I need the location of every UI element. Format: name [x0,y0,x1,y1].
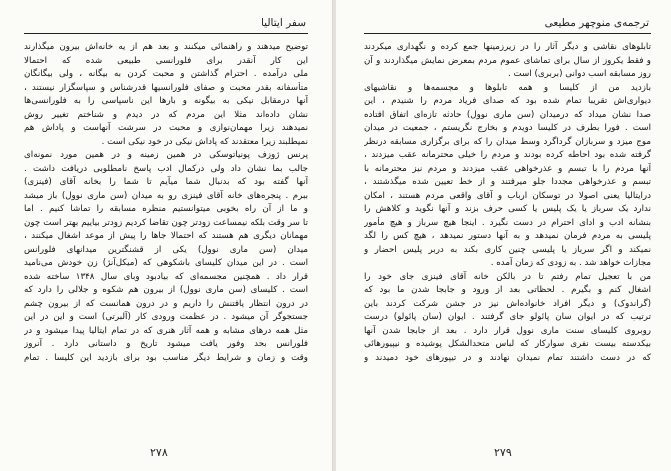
right-page [336,0,671,471]
text-line: میدان (سن ماری نوول) یکی از قشنگترین میدانهای فلورانس [24,244,308,255]
left-body-text [24,41,308,365]
text-line: جستجوگر آن میشود . در عظمت ورودی کار (آلبرتی) است و این در این [24,312,308,322]
text-line: پلیسی به مردم فرمان نمیدهد و به آنها دستور نمیدهد ، هیچ کس را لگد [364,231,651,241]
text-line: ترتیب که در ایوان سان پائولو جای گرفتند . ایوان (سان پائولو) درست [364,312,651,322]
right-running-header: ترجمه‌ی منوچهر مطیعی [544,17,649,29]
text-line: بنشانه ادب و ادای احترام در دست نگیرد . اینجا هیچ سرباز و هیچ مأمور [364,217,651,228]
text-line: است . کلیسای (سن ماری نوول) از بیرون هم شکوه و جلالی را دارد که [24,285,308,295]
text-line: فلورانس بحد وفور یافت میشود تاریخ و داستانی دارد . آنروز [24,339,308,349]
text-line: آنها درمقابل نیکی به بیگونه و بارها این ناسپاسی را به فلورانسی‌ها [24,96,308,106]
text-line: آنها گفته بود که بدنبال شما میآیم تا شما را بخانه آقای (فینزی) [24,177,308,187]
right-header-rule [364,33,651,34]
text-line: این کار آنقدر برای فلورانسی طبیعی شده که احتمالا [24,55,308,66]
text-line: و فقط یکروز از سال برای تماشای عموم مردم بمعرض نمایش میگذاردند و آن [364,55,651,66]
text-line: متأسفانه بقدر محبت و صفای فلورانسیها قدرشناس و سپاسگزار نیستند ، [24,82,308,93]
text-line: پرنس ژوزف پونیاتوسکی در همین زمینه و در همین مورد نمونه‌ای [24,150,308,160]
text-line: نمیکند و اگر سرباز یا پلیسی چنین کاری بکند به دربر پلیس احضار و [364,244,651,255]
text-line: نشان داده‌اند مثلا این مردم که در دیدم و شناختم تغییر روش [24,109,308,120]
text-line: (گراندوک) و دیگر افراد خانواده‌اش نیز در جشن شرکت کردند باین [364,298,651,309]
text-line: درایتالیا یعنی اصولا در توسکان ارباب و آقای واقعی مردم هستند ، امکان [364,190,651,201]
text-line: من با تعجیل تمام رفتم تا در بالکن خانه آقای فینزی جای خود را [364,271,651,282]
text-line: روبروی کلیسای سنت ماری نوول قرار دارد . بعد از جابجا شدن آنها [364,325,651,336]
left-header-rule [24,33,308,34]
text-line: تابلوهای نقاشی و دیگر آثار را در زیرزمینها جمع کرده و نگهداری میکردند [364,42,651,52]
text-line: آنها مردم را با تبسم و عذرخواهی عقب میزدند و مردم نیز محترمانه با [364,163,651,174]
text-line: است . فورا بطرف در کلیسا دویدم و بخارج نگریستم ، جمعیت در میدان [364,123,651,133]
text-line: نمیطلبند زیرا معتقدند که پاداش نیکی در خود نیکی است . [101,136,308,147]
text-line: توضیح میدهند و راهنمائی میکنند و بعد هم از یه خانه‌اش بیرون میگذارند [24,42,308,52]
text-line: دیواری‌اش تقریبا تمام شده بود که صدای فریاد مردم را شنیدم ، این [364,96,651,106]
text-line: ندارد یک سرباز یا یک پلیس یا کسی حرف بزند و آنها نگوید و کلاهش را [364,204,651,214]
text-line: نمیدهند زیرا مهمان‌نوازی و محبت در سرشت آنهاست و پاداش هم [24,123,308,133]
right-page-number: ۲۷۹ [494,446,512,459]
text-line: قرار داد . همچنین مجسمه‌ای که بیادبود وبای سال ۱۳۴۸ ساخته شده [24,271,308,282]
text-line: که در دست داشتند تمام نمیدان نهادند و در تیپورهای خود دمیدند و [364,352,651,363]
left-page-number: ۲۷۸ [150,446,168,459]
text-line: بیکدسته بیست نفری سوارکار که لباس متحدالشکل پوشیده و نیپیورهائی [364,339,651,349]
text-line: مهمانان دیگری هم هستند که احتمالا جاها را پیش از موعد اشغال میکنند ، [24,231,308,241]
text-line: مجازات خواهد شد . به زودی که زمان آمده . [490,258,651,268]
text-line: روز مسابقه اسب دوانی (بربری) است . [507,69,651,79]
text-line: و ما از آن راه بخوبی میتوانستیم منظره مسابقه را تماشا کنیم . اما [24,204,308,214]
text-line: در درون انتظار یافتنش را داریم و در درون همانست که از بیرون چشم [24,298,308,309]
text-line: صدا نشان میداد که درمیدان (سن ماری نوول) حادثه تازه‌ای اتفاق افتاده [364,109,651,120]
text-line: ملی درآمده . احترام گذاشتن و محبت کردن به بیگانه ، ولی بیگانگان [24,69,308,79]
text-line: جالب بما نشان داد ولی درکمال ادب پاسخ نامطلوبی دریافت داشت . [24,163,308,174]
text-line: تا سر وقت بلکه نیمساعت زودتر چون تقاضا کردیم زودتر بیاییم بهتر است چون [24,217,308,228]
left-page [0,0,333,471]
text-line: ببرم . پنجره‌های خانه آقای فینزی رو به میدان (سن ماری نوول) باز میشد [24,190,308,201]
text-line: وقت و زمان و شرایط دیگر مناسب بود برای بازدید این کلیسا . تمام [24,352,308,363]
text-line: بازدید من از کلیسا و همه تابلوها و مجسمه‌ها و نقاشیهای [364,82,651,93]
right-body-text [364,41,651,365]
text-line: تبسم و عذرخواهی مجددا جلو میرفتند و از خط تعیین شده میگذشتند ، [364,177,651,187]
text-line: مثل همه درهای مشابه و همه آثار هنری که در تمام ایتالیا پیدا میشود و در [24,325,308,336]
text-line: موج میزد و سربازان گرداگرد وسط میدان را که برای برگزاری مسابقه درنظر [364,136,651,147]
left-running-header: سفر ایتالیا [260,17,306,29]
text-line: است . در این میدان کلیسای باشکوهی که (میکل‌آنژ) زن خودش می‌نامید [24,258,308,268]
text-line: گرفته شده بود احاطه کرده بودند و مردم را خیلی محترمانه عقب میزدند ، [364,150,651,160]
text-line: اشغال کنم و بگیرم . لحظاتی بعد از ورود و جابجا شدن ما بود که [364,285,651,295]
